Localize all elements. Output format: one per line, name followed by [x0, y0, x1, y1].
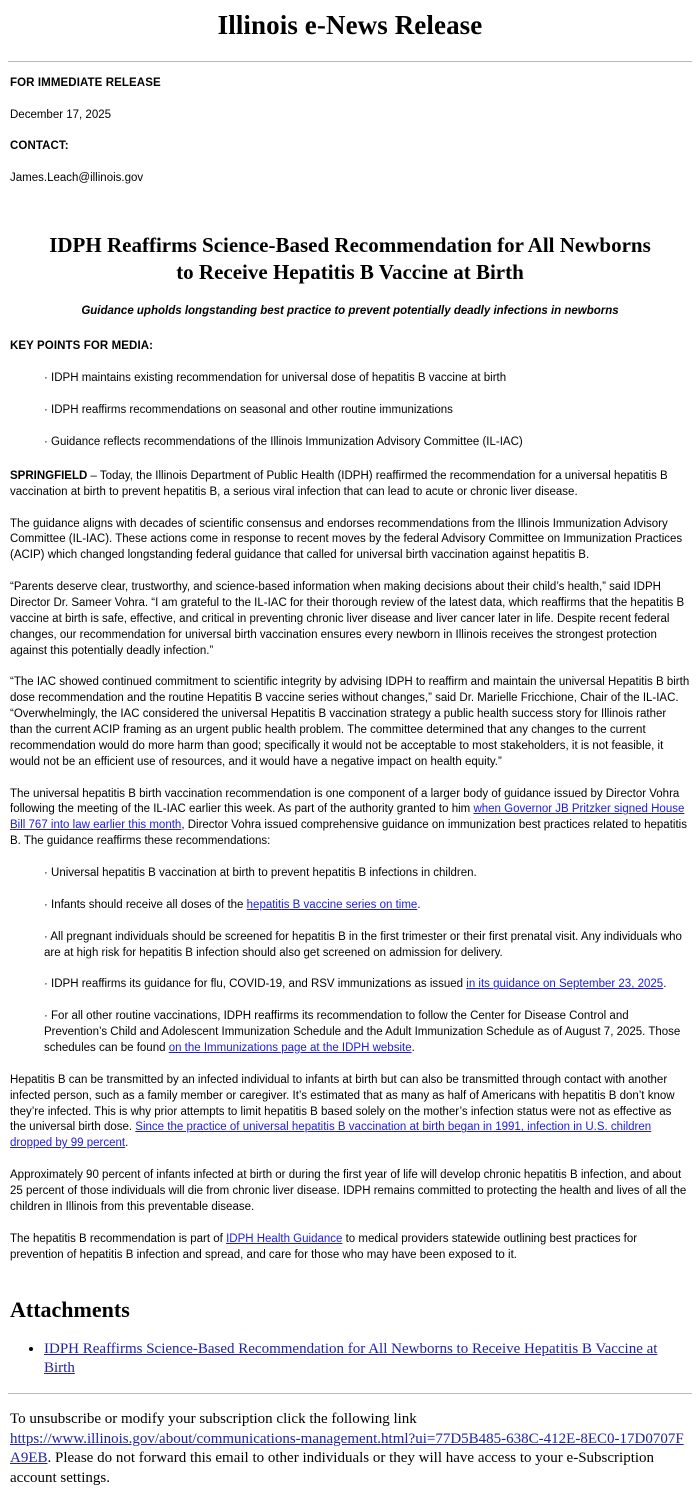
- body-paragraph-3-quote-vohra: “Parents deserve clear, trustworthy, and science-based information when making decisions about their child’s health,” said IDPH Director Dr. Sameer Vohra. “I am grateful to the IL-IAC for their thorough review of the latest data, which reaffirms that the hepatitis B vaccine at birth is safe, effective, and critical in preventing chronic liver disease and liver cancer later in life. Despite recent federal changes, our recommendation for universal birth vaccination ensures every newborn in Illinois receives the strongest protection against this potentially deadly infection.”: [10, 581, 685, 657]
- paragraph-6-text-before: Hepatitis B can be transmitted by an infected individual to infants at birth but can also be transmitted through contact with another infected person, such as a family member or caregiver. It’s estimated that as many as half of Americans with hepatitis B don’t know they’re infected. This is why prior attempts to limit hepatitis B based solely on the mother’s infection status were not as effective as the universal birth dose.: [10, 1073, 675, 1134]
- release-headline: IDPH Reaffirms Science-Based Recommendation for All Newborns to Receive Hepatitis B Vaccine at Birth: [49, 233, 651, 284]
- dateline: SPRINGFIELD: [10, 469, 88, 482]
- unsubscribe-outro-text: . Please do not forward this email to other individuals or they will have access to your e-Subscription account settings.: [10, 1450, 655, 1487]
- page-title: Illinois e-News Release: [217, 10, 483, 40]
- link-house-bill-767[interactable]: when Governor JB Pritzker signed House Bill 767 into law earlier this month: [10, 803, 685, 832]
- link-infection-dropped-99-percent[interactable]: Since the practice of universal hepatitis B vaccination at birth began in 1991, infection in U.S. children dropped by 99 percent: [10, 1121, 652, 1150]
- list-item: [44, 1340, 690, 1379]
- recommendation-4-text-after: .: [663, 978, 667, 991]
- unsubscribe-intro-text: To unsubscribe or modify your subscription click the following link: [10, 1410, 417, 1427]
- paragraph-5-text-before: The universal hepatitis B birth vaccination recommendation is one component of a larger body of guidance issued by Director Vohra following the meeting of the IL-IAC earlier this week. As part of the authority granted to him: [10, 787, 680, 816]
- header-divider: [8, 61, 692, 62]
- release-date: December 17, 2025: [10, 108, 112, 121]
- link-immunizations-page[interactable]: on the Immunizations page at the IDPH website: [168, 1042, 412, 1055]
- key-point-item: · IDPH reaffirms recommendations on seasonal and other routine immunizations: [44, 404, 453, 417]
- link-hepatitis-b-vaccine-series[interactable]: hepatitis B vaccine series on time: [246, 898, 418, 911]
- unsubscribe-link[interactable]: https://www.illinois.gov/about/communications-management.html?ui=77D5B485-638C-412E-8EC0-17D0707FA9EB: [10, 1430, 684, 1467]
- recommendation-5-text-after: .: [411, 1042, 415, 1055]
- recommendation-4-text-before: · IDPH reaffirms its guidance for flu, COVID-19, and RSV immunizations as issued: [44, 978, 467, 991]
- recommendation-item-5: [10, 1009, 690, 1057]
- body-paragraph-4-quote-fricchione: “The IAC showed continued commitment to scientific integrity by advising IDPH to reaffirm and maintain the universal Hepatitis B birth dose recommendation and the routine Hepatitis B vaccine series without changes,” said Dr. Marielle Fricchione, Chair of the IL-IAC. “Overwhelmingly, the IAC considered the universal Hepatitis B vaccination strategy a public health success story for Illinois rather than the current ACIP framing as an urgent public health problem. The committee determined that any changes to the current recommendation would do more harm than good; specifically it would not be acceptable to most stakeholders, it is not feasible, it would not be an efficient use of resources, and it would have a negative impact on health equity.”: [10, 676, 690, 768]
- recommendation-item-4: [10, 977, 690, 993]
- subscription-footer: [0, 1410, 700, 1501]
- body-paragraph-6: [10, 1073, 690, 1152]
- contact-email: James.Leach@illinois.gov: [10, 171, 144, 184]
- recommendation-item-1: · Universal hepatitis B vaccination at birth to prevent hepatitis B infections in children.: [44, 867, 477, 879]
- recommendation-item-3: · All pregnant individuals should be screened for hepatitis B in the first trimester or their first prenatal visit. Any individuals who are at high risk for hepatitis B infection should also get screened on admission for delivery.: [44, 930, 682, 959]
- release-meta: [0, 76, 700, 186]
- body-paragraph-1-text: – Today, the Illinois Department of Public Health (IDPH) reaffirmed the recommendation for a universal hepatitis B vaccination at birth to prevent hepatitis B, a serious viral infection that can lead to acute or chronic liver disease.: [10, 469, 668, 498]
- recommendation-2-text-after: .: [417, 898, 421, 911]
- body-paragraph-7: Approximately 90 percent of infants infected at birth or during the first year of life will develop chronic hepatitis B infection, and about 25 percent of those individuals will die from chronic liver disease. IDPH remains committed to protecting the health and lives of all the children in Illinois from this preventable disease.: [10, 1169, 687, 1213]
- link-idph-health-guidance[interactable]: IDPH Health Guidance: [226, 1232, 343, 1245]
- footer-divider: [8, 1393, 692, 1394]
- release-body: [0, 339, 700, 1263]
- release-subheadline: Guidance upholds longstanding best practice to prevent potentially deadly infections in newborns: [81, 304, 619, 317]
- link-september-guidance[interactable]: in its guidance on September 23, 2025: [466, 978, 664, 991]
- body-paragraph-1: [10, 469, 690, 501]
- key-point-item: · IDPH maintains existing recommendation for universal dose of hepatitis B vaccine at birth: [44, 372, 507, 385]
- key-point-item: · Guidance reflects recommendations of the Illinois Immunization Advisory Committee (IL-IAC): [44, 435, 523, 448]
- paragraph-8-text-after: to medical providers statewide outlining best practices for prevention of hepatitis B infection and spread, and care for those who may have been exposed to it.: [10, 1232, 638, 1261]
- attachments-heading: Attachments: [10, 1297, 130, 1323]
- headline-block: [0, 202, 700, 319]
- attachment-link[interactable]: IDPH Reaffirms Science-Based Recommendation for All Newborns to Receive Hepatitis B Vaccine at Birth: [44, 1340, 658, 1377]
- body-paragraph-8: [10, 1232, 690, 1264]
- paragraph-8-text-before: The hepatitis B recommendation is part of: [10, 1232, 227, 1245]
- body-paragraph-2: The guidance aligns with decades of scientific consensus and endorses recommendations from the Illinois Immunization Advisory Committee (IL-IAC). These actions come in response to recent moves by the federal Advisory Committee on Immunization Practices (ACIP) which changed longstanding federal guidance that called for universal birth vaccination against hepatitis B.: [10, 517, 683, 562]
- masthead: [0, 0, 700, 55]
- recommendation-2-text-before: · Infants should receive all doses of the: [44, 898, 247, 911]
- key-points-heading: KEY POINTS FOR MEDIA:: [10, 340, 154, 353]
- attachments-list: [10, 1340, 690, 1379]
- body-paragraph-5: [10, 787, 690, 850]
- attachments-section: [0, 1297, 700, 1378]
- immediate-release-label: FOR IMMEDIATE RELEASE: [10, 77, 161, 90]
- recommendation-item-2: [10, 898, 690, 914]
- recommendation-5-text-before: · For all other routine vaccinations, IDPH reaffirms its recommendation to follow the Center for Disease Control and Prevention’s Child and Adolescent Immunization Schedule and the Adult Immunization Schedule as of August 7, 2025. Those schedules can be found: [44, 1010, 681, 1055]
- paragraph-6-text-after: .: [125, 1137, 129, 1150]
- paragraph-5-text-after: , Director Vohra issued comprehensive guidance on immunization best practices related to hepatitis B. The guidance reaffirms these recommendations:: [10, 819, 687, 848]
- contact-label: CONTACT:: [10, 140, 69, 153]
